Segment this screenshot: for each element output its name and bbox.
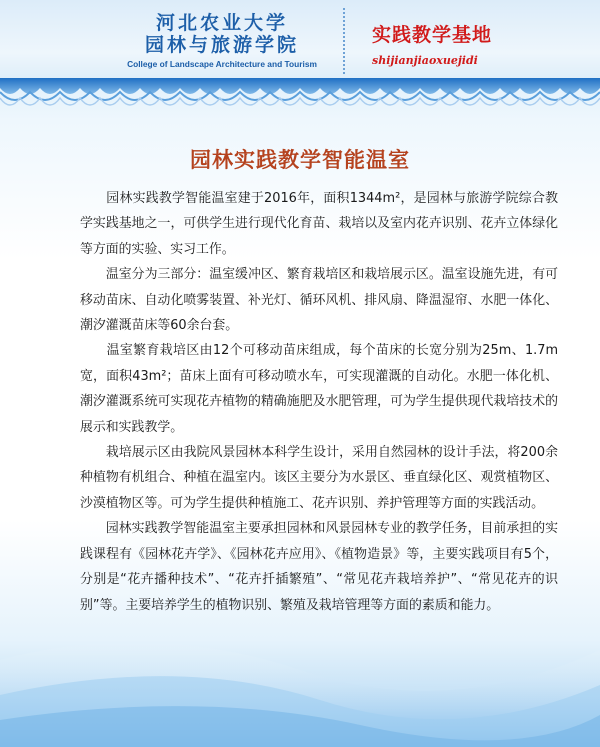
base-pinyin: shijianjiaoxuejidi — [372, 54, 478, 67]
paragraph: 温室分为三部分：温室缓冲区、繁育栽培区和栽培展示区。温室设施先进，有可移动苗床、自动化喷雾装置、补光灯、循环风机、排风扇、降温湿帘、水肥一体化、潮汐灌溉苗床等60余台套。 — [80, 267, 558, 334]
decorative-scallop-border — [0, 78, 600, 118]
school-name-line2: 园林与旅游学院 — [144, 34, 299, 56]
page-title: 园林实践教学智能温室 — [190, 148, 410, 172]
paragraph: 栽培展示区由我院风景园林本科学生设计，采用自然园林的设计手法，将200余种植物有机组合、种植在温室内。该区主要分为水景区、垂直绿化区、观赏植物区、沙漠植物区等。可为学生提供种植施工、花卉识别、养护管理等方面的实践活动。 — [80, 445, 558, 511]
school-name-line1: 河北农业大学 — [155, 12, 288, 34]
paragraph: 园林实践教学智能温室建于2016年，面积1344m²，是园林与旅游学院综合教学实践基地之一，可供学生进行现代化育苗、栽培以及室内花卉识别、花卉立体绿化等方面的实验、实习工作。 — [80, 191, 558, 257]
school-logo-text — [104, 12, 340, 69]
paragraph: 园林实践教学智能温室主要承担园林和风景园林专业的教学任务，目前承担的实践课程有《园林花卉学》、《园林花卉应用》、《植物造景》等，主要实践项目有5个，分别是“花卉播种技术”、“花卉扦插繁殖”、“常见花卉栽培养护”、“常见花卉的识别”等。主要培养学生的植物识别、繁殖及栽培管理等方面的素质和能力。 — [80, 521, 558, 613]
article-body — [80, 186, 558, 618]
header-divider — [343, 8, 345, 74]
header-banner — [0, 0, 600, 88]
school-name-english: College of Landscape Architecture and Tourism — [127, 59, 317, 69]
paragraph: 温室繁育栽培区由12个可移动苗床组成，每个苗床的长宽分别为25m、1.7m宽，面积43m²；苗床上面有可移动喷水车，可实现灌溉的自动化。水肥一体化机、潮汐灌溉系统可实现花卉植物的精确施肥及水肥管理，可为学生提供现代栽培技术的展示和实践教学。 — [80, 343, 558, 435]
base-title: 实践教学基地 — [372, 24, 493, 46]
decorative-bottom-waves — [0, 600, 600, 747]
